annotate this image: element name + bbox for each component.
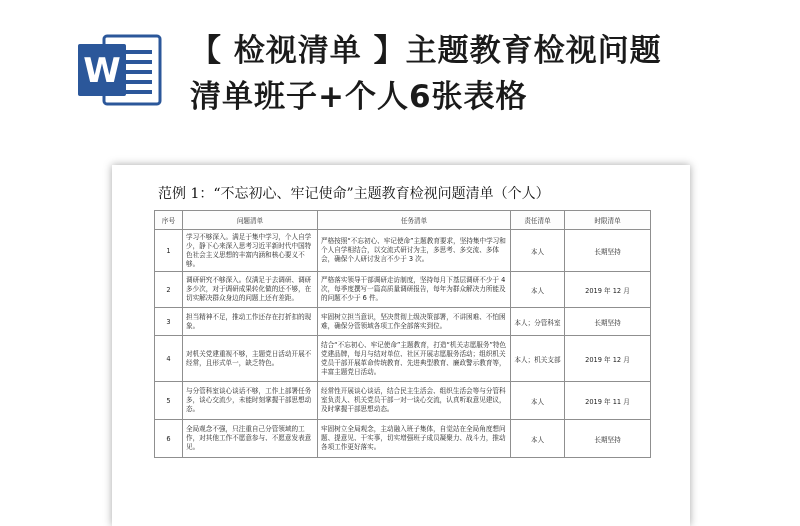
table-row	[155, 308, 651, 336]
col-header-task: 任务清单	[318, 211, 511, 230]
cell-owner: 本人	[511, 272, 565, 308]
cell-no: 4	[155, 336, 183, 382]
cell-task: 牢固树立担当意识，坚决贯彻上级决策部署，不讲困难、不怕困难，确保分管领域各项工作全部落实到位。	[318, 308, 511, 336]
cell-problem: 调研研究不够深入。仅满足于去调研、调研多少次，对于调研成果转化做的还不够，在切实解决群众身边的问题上还有差距。	[183, 272, 318, 308]
cell-no: 1	[155, 230, 183, 272]
cell-problem: 学习不够深入。满足于集中学习，个人自学少，静下心来深入思考习近平新时代中国特色社会主义思想的丰富内涵和核心要义不够。	[183, 230, 318, 272]
page-title	[190, 28, 790, 120]
table-row	[155, 272, 651, 308]
cell-owner: 本人；机关支部	[511, 336, 565, 382]
problem-list-table	[154, 210, 651, 458]
cell-deadline: 2019 年 12 月	[565, 272, 651, 308]
header	[0, 0, 800, 165]
cell-problem: 对机关党建重视不够，主题党日活动开展不经常，且形式单一，缺乏特色。	[183, 336, 318, 382]
table-header-row	[155, 211, 651, 230]
cell-task: 结合“不忘初心、牢记使命”主题教育，打造“机关志愿服务”特色党建品牌，每月与结对单位、社区开展志愿服务活动；组织机关党员干部开展革命传统教育、先进典型教育、廉政警示教育等，丰富主题党日活动。	[318, 336, 511, 382]
col-header-deadline: 时限清单	[565, 211, 651, 230]
col-header-owner: 责任清单	[511, 211, 565, 230]
title-line-2: 清单班子+个人6张表格	[190, 79, 528, 115]
table-row	[155, 336, 651, 382]
cell-owner: 本人	[511, 420, 565, 458]
cell-task: 牢固树立全局观念，主动融入班子集体，自觉站在全局角度想问题、提意见、干实事，切实增强班子成员凝聚力、战斗力，推动各项工作更好落实。	[318, 420, 511, 458]
table-row	[155, 382, 651, 420]
cell-deadline: 长期坚持	[565, 230, 651, 272]
word-icon-letter: W	[83, 51, 121, 91]
cell-task: 经常性开展谈心谈话，结合民主生活会、组织生活会等与分管科室负责人、机关党员干部一对一谈心交流，认真听取意见建议，及时掌握干部思想动态。	[318, 382, 511, 420]
cell-deadline: 长期坚持	[565, 420, 651, 458]
cell-problem: 全局观念不强，只注重自己分管领域的工作，对其他工作不愿意参与、不愿意发表意见。	[183, 420, 318, 458]
table-row	[155, 230, 651, 272]
cell-task: 严格按照“不忘初心、牢记使命”主题教育要求，坚持集中学习和个人自学相结合，以交流式研讨为主，多思考、多交流、多体会，确保个人研讨发言不少于 3 次。	[318, 230, 511, 272]
title-line-1: 【 检视清单 】主题教育检视问题	[190, 33, 662, 69]
cell-no: 6	[155, 420, 183, 458]
word-document-icon	[72, 28, 168, 112]
cell-problem: 与分管科室谈心谈话不够，工作上部署任务多，谈心交流少，未能时刻掌握干部思想动态。	[183, 382, 318, 420]
cell-no: 2	[155, 272, 183, 308]
document-preview	[112, 165, 690, 526]
cell-deadline: 长期坚持	[565, 308, 651, 336]
col-header-no: 序号	[155, 211, 183, 230]
cell-no: 5	[155, 382, 183, 420]
cell-deadline: 2019 年 12 月	[565, 336, 651, 382]
table-row	[155, 420, 651, 458]
cell-problem: 担当精神不足，推动工作还存在打折扣的现象。	[183, 308, 318, 336]
cell-task: 严格落实领导干部调研走访制度，坚持每月下基层调研不少于 4 次，每季度撰写一篇高质量调研报告，每年为群众解决力所能及的问题不少于 6 件。	[318, 272, 511, 308]
cell-deadline: 2019 年 11 月	[565, 382, 651, 420]
cell-no: 3	[155, 308, 183, 336]
cell-owner: 本人	[511, 230, 565, 272]
document-heading: 范例 1：“不忘初心、牢记使命”主题教育检视问题清单（个人）	[158, 186, 550, 202]
col-header-problem: 问题清单	[183, 211, 318, 230]
cell-owner: 本人；分管科室	[511, 308, 565, 336]
cell-owner: 本人	[511, 382, 565, 420]
